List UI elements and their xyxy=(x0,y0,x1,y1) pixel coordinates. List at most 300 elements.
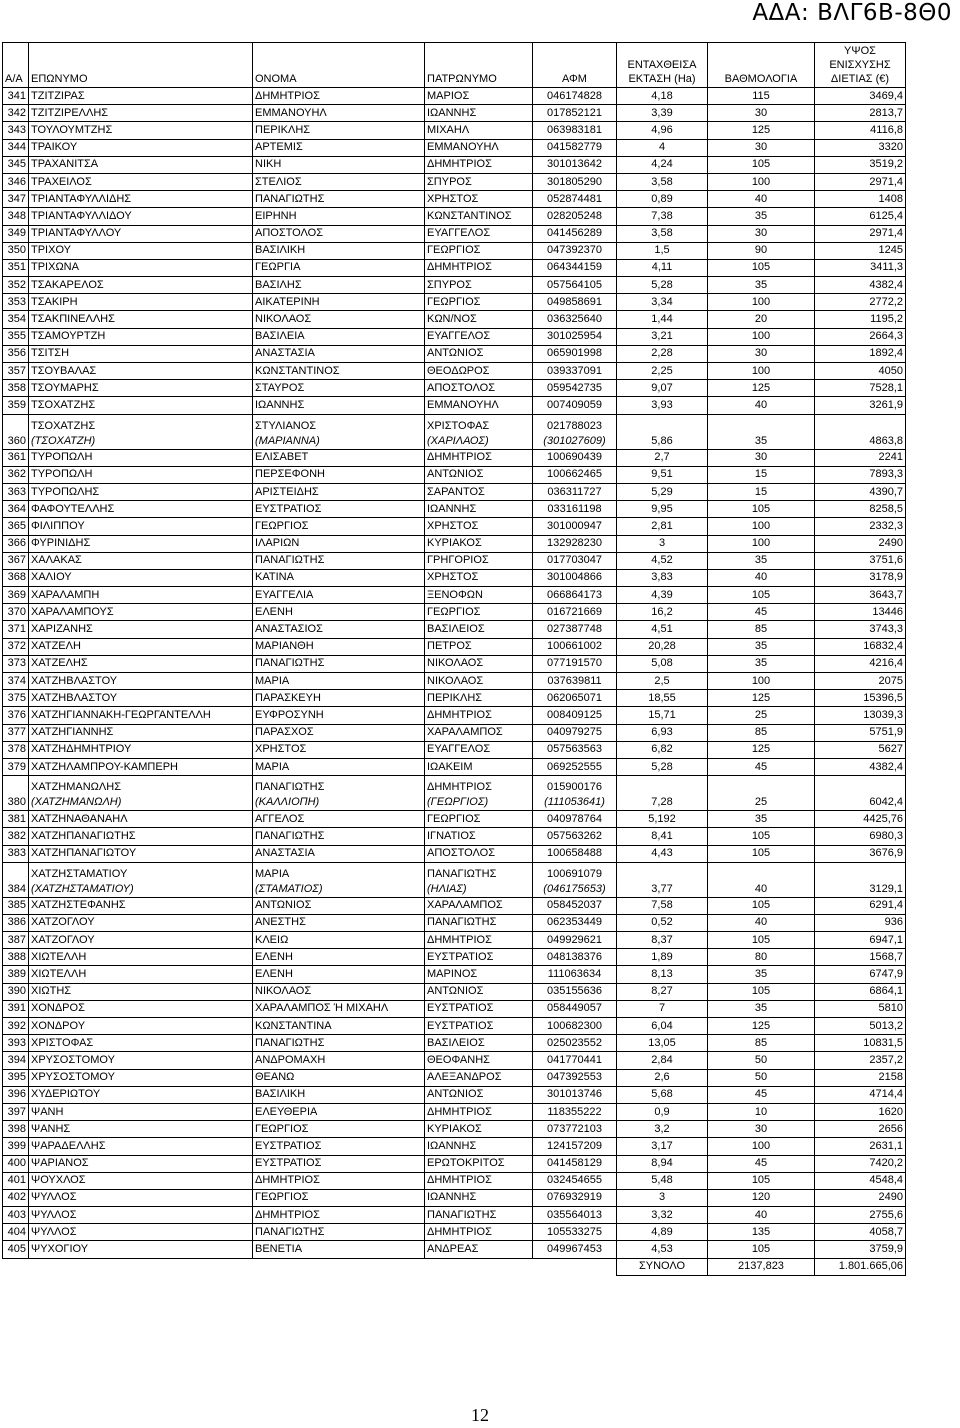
cell-score: 105 xyxy=(708,845,815,862)
cell-fathers-name: ΕΜΜΑΝΟΥΗΛ xyxy=(425,139,533,156)
cell-line-alt: (ΜΑΡΙΑΝΝΑ) xyxy=(255,434,320,447)
cell-line-alt: (ΣΤΑΜΑΤΙΟΣ) xyxy=(255,882,323,895)
cell-area: 13,05 xyxy=(617,1035,708,1052)
cell-name: ΚΛΕΙΩ xyxy=(253,932,425,949)
cell-score: 30 xyxy=(708,449,815,466)
cell-surname: ΦΙΛΙΠΠΟΥ xyxy=(29,518,253,535)
cell-area: 8,13 xyxy=(617,966,708,983)
cell-aa: 374 xyxy=(3,673,29,690)
cell-amount: 7420,2 xyxy=(815,1155,906,1172)
cell-aa: 345 xyxy=(3,156,29,173)
cell-surname: ΤΥΡΟΠΩΛΗ xyxy=(29,449,253,466)
cell-area: 7,58 xyxy=(617,897,708,914)
table-row xyxy=(3,1052,906,1069)
cell-afm: 047392553 xyxy=(533,1069,617,1086)
cell-fathers-name: ΙΩΑΝΝΗΣ xyxy=(425,1138,533,1155)
cell-area: 3,34 xyxy=(617,294,708,311)
cell-fathers-name: ΝΙΚΟΛΑΟΣ xyxy=(425,673,533,690)
cell-aa: 361 xyxy=(3,449,29,466)
cell-afm: 036325640 xyxy=(533,311,617,328)
table-row xyxy=(3,552,906,569)
cell-line-alt: (ΚΑΛΛΙΟΠΗ) xyxy=(255,796,320,809)
cell-line-alt: (ΗΛΙΑΣ) xyxy=(427,882,467,895)
cell-amount: 4216,4 xyxy=(815,655,906,672)
cell-amount: 1892,4 xyxy=(815,345,906,362)
cell-amount: 3676,9 xyxy=(815,845,906,862)
table-row xyxy=(3,397,906,414)
cell-amount: 4382,4 xyxy=(815,277,906,294)
cell-amount: 4390,7 xyxy=(815,483,906,500)
cell-aa: 373 xyxy=(3,655,29,672)
cell-afm: 065901998 xyxy=(533,345,617,362)
cell-surname xyxy=(29,776,253,811)
cell-name: ΧΡΗΣΤΟΣ xyxy=(253,741,425,758)
cell-line-alt: (ΤΣΟΧΑΤΖΗ) xyxy=(31,434,96,447)
cell-aa: 353 xyxy=(3,294,29,311)
cell-aa: 344 xyxy=(3,139,29,156)
cell-amount: 1568,7 xyxy=(815,949,906,966)
header-name: ΟΝΟΜΑ xyxy=(253,43,425,88)
cell-afm: 052874481 xyxy=(533,191,617,208)
cell-area: 1,44 xyxy=(617,311,708,328)
cell-amount: 3261,9 xyxy=(815,397,906,414)
cell-area: 5,08 xyxy=(617,655,708,672)
cell-afm: 016721669 xyxy=(533,604,617,621)
cell-area: 16,2 xyxy=(617,604,708,621)
cell-surname: ΤΣΑΜΟΥΡΤΖΗ xyxy=(29,328,253,345)
header-area: ΕΝΤΑΧΘΕΙΣΑ ΕΚΤΑΣΗ (Ha) xyxy=(617,43,708,88)
cell-surname: ΦΑΦΟΥΤΕΛΛΗΣ xyxy=(29,501,253,518)
cell-fathers-name: ΔΗΜΗΤΡΙΟΣ xyxy=(425,156,533,173)
cell-name: ΠΑΝΑΓΙΩΤΗΣ xyxy=(253,1224,425,1241)
cell-score: 125 xyxy=(708,741,815,758)
cell-afm: 041770441 xyxy=(533,1052,617,1069)
cell-fathers-name: ΕΥΑΓΓΕΛΟΣ xyxy=(425,225,533,242)
cell-score: 90 xyxy=(708,242,815,259)
cell-name: ΒΑΣΙΛΙΚΗ xyxy=(253,1086,425,1103)
cell-surname: ΤΣΟΥΜΑΡΗΣ xyxy=(29,380,253,397)
table-row xyxy=(3,932,906,949)
cell-surname: ΧΟΝΔΡΟΣ xyxy=(29,1000,253,1017)
cell-score: 100 xyxy=(708,518,815,535)
cell-fathers-name: ΙΩΑΝΝΗΣ xyxy=(425,501,533,518)
table-row xyxy=(3,139,906,156)
cell-score: 85 xyxy=(708,621,815,638)
cell-score: 105 xyxy=(708,828,815,845)
cell-name: ΕΥΣΤΡΑΤΙΟΣ xyxy=(253,1138,425,1155)
cell-score: 125 xyxy=(708,380,815,397)
cell-area: 1,89 xyxy=(617,949,708,966)
cell-aa: 379 xyxy=(3,758,29,775)
cell-score: 105 xyxy=(708,932,815,949)
cell-afm: 047392370 xyxy=(533,242,617,259)
cell-name: ΑΝΤΩΝΙΟΣ xyxy=(253,897,425,914)
cell-surname: ΤΣΟΥΒΑΛΑΣ xyxy=(29,363,253,380)
cell-afm: 105533275 xyxy=(533,1224,617,1241)
table-row xyxy=(3,690,906,707)
cell-fathers-name: ΣΠΥΡΟΣ xyxy=(425,277,533,294)
table-body xyxy=(3,88,906,1259)
table-row xyxy=(3,242,906,259)
cell-score: 85 xyxy=(708,724,815,741)
table-row xyxy=(3,1155,906,1172)
cell-area: 9,07 xyxy=(617,380,708,397)
cell-fathers-name: ΣΑΡΑΝΤΟΣ xyxy=(425,483,533,500)
cell-fathers-name: ΧΡΗΣΤΟΣ xyxy=(425,191,533,208)
cell-afm: 057564105 xyxy=(533,277,617,294)
cell-afm: 041582779 xyxy=(533,139,617,156)
cell-score: 105 xyxy=(708,983,815,1000)
cell-amount: 4714,4 xyxy=(815,1086,906,1103)
table-row xyxy=(3,1069,906,1086)
cell-area: 3,32 xyxy=(617,1207,708,1224)
table-header-row xyxy=(3,43,906,88)
cell-area: 20,28 xyxy=(617,638,708,655)
table-row xyxy=(3,122,906,139)
cell-area: 3,93 xyxy=(617,397,708,414)
cell-afm: 062065071 xyxy=(533,690,617,707)
cell-aa: 371 xyxy=(3,621,29,638)
cell-fathers-name: ΕΡΩΤΟΚΡΙΤΟΣ xyxy=(425,1155,533,1172)
cell-afm: 301013642 xyxy=(533,156,617,173)
table-row xyxy=(3,811,906,828)
cell-fathers-name: ΕΥΣΤΡΑΤΙΟΣ xyxy=(425,949,533,966)
cell-aa: 389 xyxy=(3,966,29,983)
cell-aa: 385 xyxy=(3,897,29,914)
cell-amount: 3759,9 xyxy=(815,1241,906,1258)
cell-fathers-name: ΓΕΩΡΓΙΟΣ xyxy=(425,294,533,311)
cell-afm: 100690439 xyxy=(533,449,617,466)
cell-afm xyxy=(533,862,617,897)
cell-afm: 063983181 xyxy=(533,122,617,139)
cell-amount: 4863,8 xyxy=(815,414,906,449)
cell-afm: 301805290 xyxy=(533,173,617,190)
cell-name: ΝΙΚΟΛΑΟΣ xyxy=(253,311,425,328)
cell-amount: 6980,3 xyxy=(815,828,906,845)
total-spacer xyxy=(3,1258,617,1275)
cell-surname: ΧΥΔΕΡΙΩΤΟΥ xyxy=(29,1086,253,1103)
cell-area: 3,58 xyxy=(617,173,708,190)
cell-aa: 377 xyxy=(3,724,29,741)
table-row xyxy=(3,483,906,500)
cell-surname: ΧΑΡΑΛΑΜΠΟΥΣ xyxy=(29,604,253,621)
cell-afm: 100682300 xyxy=(533,1018,617,1035)
cell-area: 4,89 xyxy=(617,1224,708,1241)
cell-name: ΒΕΝΕΤΙΑ xyxy=(253,1241,425,1258)
cell-name: ΔΗΜΗΤΡΙΟΣ xyxy=(253,1207,425,1224)
page-number: 12 xyxy=(471,1405,489,1425)
cell-name: ΑΡΙΣΤΕΙΔΗΣ xyxy=(253,483,425,500)
cell-aa: 355 xyxy=(3,328,29,345)
cell-fathers-name: ΓΕΩΡΓΙΟΣ xyxy=(425,604,533,621)
cell-area: 7 xyxy=(617,1000,708,1017)
cell-fathers-name: ΝΙΚΟΛΑΟΣ xyxy=(425,655,533,672)
cell-area: 5,48 xyxy=(617,1172,708,1189)
table-row xyxy=(3,914,906,931)
cell-afm: 033161198 xyxy=(533,501,617,518)
table-row xyxy=(3,191,906,208)
cell-score: 115 xyxy=(708,88,815,105)
cell-name: ΙΩΑΝΝΗΣ xyxy=(253,397,425,414)
cell-area: 4,24 xyxy=(617,156,708,173)
cell-fathers-name: ΕΥΣΤΡΑΤΙΟΣ xyxy=(425,1000,533,1017)
cell-area: 7,38 xyxy=(617,208,708,225)
cell-amount: 6042,4 xyxy=(815,776,906,811)
cell-line: ΠΑΝΑΓΙΩΤΗΣ xyxy=(255,781,325,794)
cell-name: ΠΑΝΑΓΙΩΤΗΣ xyxy=(253,1035,425,1052)
cell-amount: 3411,3 xyxy=(815,259,906,276)
cell-name: ΑΡΤΕΜΙΣ xyxy=(253,139,425,156)
table-row xyxy=(3,1241,906,1258)
cell-name: ΒΑΣΙΛΙΚΗ xyxy=(253,242,425,259)
cell-surname: ΧΑΡΙΖΑΝΗΣ xyxy=(29,621,253,638)
cell-amount: 6864,1 xyxy=(815,983,906,1000)
cell-fathers-name: ΔΗΜΗΤΡΙΟΣ xyxy=(425,1224,533,1241)
cell-area: 5,86 xyxy=(617,414,708,449)
cell-afm xyxy=(533,776,617,811)
cell-fathers-name: ΙΩΑΝΝΗΣ xyxy=(425,105,533,122)
cell-surname: ΨΥΛΛΟΣ xyxy=(29,1207,253,1224)
cell-fathers-name: ΠΕΤΡΟΣ xyxy=(425,638,533,655)
cell-amount: 3751,6 xyxy=(815,552,906,569)
cell-area: 3,77 xyxy=(617,862,708,897)
cell-score: 15 xyxy=(708,483,815,500)
cell-surname: ΧΙΩΤΗΣ xyxy=(29,983,253,1000)
cell-name: ΑΠΟΣΤΟΛΟΣ xyxy=(253,225,425,242)
cell-aa: 390 xyxy=(3,983,29,1000)
cell-name: ΠΑΡΑΣΚΕΥΗ xyxy=(253,690,425,707)
cell-name: ΕΛΕΝΗ xyxy=(253,966,425,983)
cell-name: ΕΜΜΑΝΟΥΗΛ xyxy=(253,105,425,122)
cell-fathers-name: ΑΝΤΩΝΙΟΣ xyxy=(425,466,533,483)
cell-area: 3 xyxy=(617,1189,708,1206)
cell-surname: ΧΑΛΑΚΑΣ xyxy=(29,552,253,569)
total-label: ΣΥΝΟΛΟ xyxy=(617,1258,708,1275)
cell-name: ΒΑΣΙΛΗΣ xyxy=(253,277,425,294)
cell-name: ΕΥΦΡΟΣΥΝΗ xyxy=(253,707,425,724)
cell-surname: ΧΙΩΤΕΛΛΗ xyxy=(29,949,253,966)
cell-area: 0,52 xyxy=(617,914,708,931)
cell-fathers-name xyxy=(425,414,533,449)
cell-score: 100 xyxy=(708,173,815,190)
cell-surname: ΧΑΤΖΗΒΛΑΣΤΟΥ xyxy=(29,673,253,690)
table-row xyxy=(3,845,906,862)
cell-afm: 057563262 xyxy=(533,828,617,845)
cell-amount: 3643,7 xyxy=(815,587,906,604)
cell-amount: 1620 xyxy=(815,1103,906,1120)
cell-amount: 4116,8 xyxy=(815,122,906,139)
cell-score: 35 xyxy=(708,1000,815,1017)
cell-area: 8,41 xyxy=(617,828,708,845)
cell-score: 105 xyxy=(708,1241,815,1258)
cell-aa: 397 xyxy=(3,1103,29,1120)
cell-amount: 2755,6 xyxy=(815,1207,906,1224)
table-row xyxy=(3,208,906,225)
table-row xyxy=(3,414,906,449)
cell-area: 4,39 xyxy=(617,587,708,604)
cell-name: ΑΝΑΣΤΑΣΙΑ xyxy=(253,845,425,862)
cell-aa: 362 xyxy=(3,466,29,483)
cell-fathers-name: ΑΝΤΩΝΙΟΣ xyxy=(425,983,533,1000)
cell-aa: 341 xyxy=(3,88,29,105)
ada-code: ΑΔΑ: ΒΛΓ6Β-8Θ0 xyxy=(752,0,952,26)
cell-line: ΧΡΙΣΤΟΦΑΣ xyxy=(427,419,490,432)
cell-afm: 124157209 xyxy=(533,1138,617,1155)
cell-score: 125 xyxy=(708,1018,815,1035)
table-row xyxy=(3,949,906,966)
cell-area: 2,25 xyxy=(617,363,708,380)
cell-afm: 057563563 xyxy=(533,741,617,758)
cell-area: 5,28 xyxy=(617,758,708,775)
cell-amount: 3469,4 xyxy=(815,88,906,105)
cell-name: ΓΕΩΡΓΙΟΣ xyxy=(253,518,425,535)
cell-score: 125 xyxy=(708,122,815,139)
cell-amount: 2971,4 xyxy=(815,225,906,242)
cell-score: 35 xyxy=(708,655,815,672)
cell-surname: ΤΖΙΤΖΙΡΑΣ xyxy=(29,88,253,105)
cell-score: 85 xyxy=(708,1035,815,1052)
header-fathers-name: ΠΑΤΡΩΝΥΜΟ xyxy=(425,43,533,88)
cell-amount: 6947,1 xyxy=(815,932,906,949)
cell-name: ΑΝΔΡΟΜΑΧΗ xyxy=(253,1052,425,1069)
table-row xyxy=(3,1172,906,1189)
table-row xyxy=(3,501,906,518)
table-row xyxy=(3,1138,906,1155)
cell-score: 120 xyxy=(708,1189,815,1206)
cell-name: ΕΛΙΣΑΒΕΤ xyxy=(253,449,425,466)
header-surname: ΕΠΩΝΥΜΟ xyxy=(29,43,253,88)
cell-aa: 367 xyxy=(3,552,29,569)
cell-line: ΧΑΤΖΗΣΤΑΜΑΤΙΟΥ xyxy=(31,867,128,880)
cell-afm: 040979275 xyxy=(533,724,617,741)
cell-aa: 348 xyxy=(3,208,29,225)
cell-aa: 351 xyxy=(3,259,29,276)
cell-area: 3,21 xyxy=(617,328,708,345)
cell-area: 3 xyxy=(617,535,708,552)
cell-amount: 6747,9 xyxy=(815,966,906,983)
cell-name: ΝΙΚΟΛΑΟΣ xyxy=(253,983,425,1000)
cell-area: 4,18 xyxy=(617,88,708,105)
table-row xyxy=(3,449,906,466)
table-row xyxy=(3,259,906,276)
cell-afm: 041458129 xyxy=(533,1155,617,1172)
cell-amount: 1195,2 xyxy=(815,311,906,328)
cell-afm: 301000947 xyxy=(533,518,617,535)
cell-name: ΣΤΑΥΡΟΣ xyxy=(253,380,425,397)
table-row xyxy=(3,638,906,655)
cell-name: ΑΙΚΑΤΕΡΙΝΗ xyxy=(253,294,425,311)
cell-amount: 936 xyxy=(815,914,906,931)
cell-amount: 3320 xyxy=(815,139,906,156)
cell-score: 30 xyxy=(708,225,815,242)
cell-fathers-name: ΔΗΜΗΤΡΙΟΣ xyxy=(425,932,533,949)
cell-fathers-name: ΓΡΗΓΟΡΙΟΣ xyxy=(425,552,533,569)
cell-score: 100 xyxy=(708,294,815,311)
cell-surname: ΨΑΝΗ xyxy=(29,1103,253,1120)
cell-name: ΑΝΕΣΤΗΣ xyxy=(253,914,425,931)
cell-afm: 062353449 xyxy=(533,914,617,931)
cell-surname: ΤΣΟΧΑΤΖΗΣ xyxy=(29,397,253,414)
cell-name: ΧΑΡΑΛΑΜΠΟΣ Ή ΜΙΧΑΗΛ xyxy=(253,1000,425,1017)
cell-surname: ΧΑΤΖΕΛΗ xyxy=(29,638,253,655)
cell-area: 2,81 xyxy=(617,518,708,535)
cell-name: ΝΙΚΗ xyxy=(253,156,425,173)
cell-afm: 028205248 xyxy=(533,208,617,225)
cell-afm: 027387748 xyxy=(533,621,617,638)
cell-afm: 007409059 xyxy=(533,397,617,414)
cell-score: 25 xyxy=(708,776,815,811)
cell-name: ΣΤΕΛΙΟΣ xyxy=(253,173,425,190)
cell-amount: 6291,4 xyxy=(815,897,906,914)
cell-fathers-name: ΙΩΑΝΝΗΣ xyxy=(425,1189,533,1206)
cell-afm: 069252555 xyxy=(533,758,617,775)
cell-fathers-name: ΔΗΜΗΤΡΙΟΣ xyxy=(425,449,533,466)
cell-afm: 100662465 xyxy=(533,466,617,483)
cell-fathers-name xyxy=(425,862,533,897)
cell-aa: 387 xyxy=(3,932,29,949)
cell-fathers-name: ΔΗΜΗΤΡΙΟΣ xyxy=(425,1172,533,1189)
table-row xyxy=(3,1121,906,1138)
cell-surname: ΧΑΡΑΛΑΜΠΗ xyxy=(29,587,253,604)
cell-afm: 059542735 xyxy=(533,380,617,397)
cell-line-alt: (ΧΑΡΙΛΑΟΣ) xyxy=(427,434,489,447)
cell-name: ΕΥΑΓΓΕΛΙΑ xyxy=(253,587,425,604)
cell-name: ΠΕΡΙΚΛΗΣ xyxy=(253,122,425,139)
cell-afm: 077191570 xyxy=(533,655,617,672)
cell-amount: 3178,9 xyxy=(815,569,906,586)
cell-fathers-name: ΑΠΟΣΤΟΛΟΣ xyxy=(425,845,533,862)
cell-name: ΠΑΝΑΓΙΩΤΗΣ xyxy=(253,828,425,845)
cell-name: ΓΕΩΡΓΙΟΣ xyxy=(253,1121,425,1138)
cell-aa: 398 xyxy=(3,1121,29,1138)
cell-surname: ΨΑΡΑΔΕΛΛΗΣ xyxy=(29,1138,253,1155)
cell-name: ΠΕΡΣΕΦΟΝΗ xyxy=(253,466,425,483)
cell-amount: 2332,3 xyxy=(815,518,906,535)
cell-area: 2,28 xyxy=(617,345,708,362)
table-row xyxy=(3,311,906,328)
cell-aa: 359 xyxy=(3,397,29,414)
cell-aa: 383 xyxy=(3,845,29,862)
table-row xyxy=(3,587,906,604)
cell-aa: 356 xyxy=(3,345,29,362)
cell-name: ΚΩΝΣΤΑΝΤΙΝΟΣ xyxy=(253,363,425,380)
cell-area: 15,71 xyxy=(617,707,708,724)
table-row xyxy=(3,776,906,811)
cell-afm: 017852121 xyxy=(533,105,617,122)
cell-amount: 2357,2 xyxy=(815,1052,906,1069)
cell-amount: 2664,3 xyxy=(815,328,906,345)
cell-afm: 008409125 xyxy=(533,707,617,724)
cell-aa: 368 xyxy=(3,569,29,586)
cell-surname: ΤΡΙΑΝΤΑΦΥΛΛΙΔΗΣ xyxy=(29,191,253,208)
cell-area: 5,192 xyxy=(617,811,708,828)
cell-line-alt: (301027609) xyxy=(543,434,606,447)
cell-surname: ΨΥΛΛΟΣ xyxy=(29,1189,253,1206)
cell-surname: ΤΣΑΚΠΙΝΕΛΛΗΣ xyxy=(29,311,253,328)
cell-score: 35 xyxy=(708,414,815,449)
cell-line: ΣΤΥΛΙΑΝΟΣ xyxy=(255,419,317,432)
cell-name: ΘΕΑΝΩ xyxy=(253,1069,425,1086)
cell-fathers-name: ΕΜΜΑΝΟΥΗΛ xyxy=(425,397,533,414)
table-row xyxy=(3,518,906,535)
cell-aa: 378 xyxy=(3,741,29,758)
cell-afm: 041456289 xyxy=(533,225,617,242)
cell-afm: 301004866 xyxy=(533,569,617,586)
cell-afm: 066864173 xyxy=(533,587,617,604)
cell-area: 8,37 xyxy=(617,932,708,949)
cell-afm: 073772103 xyxy=(533,1121,617,1138)
table-row xyxy=(3,1018,906,1035)
